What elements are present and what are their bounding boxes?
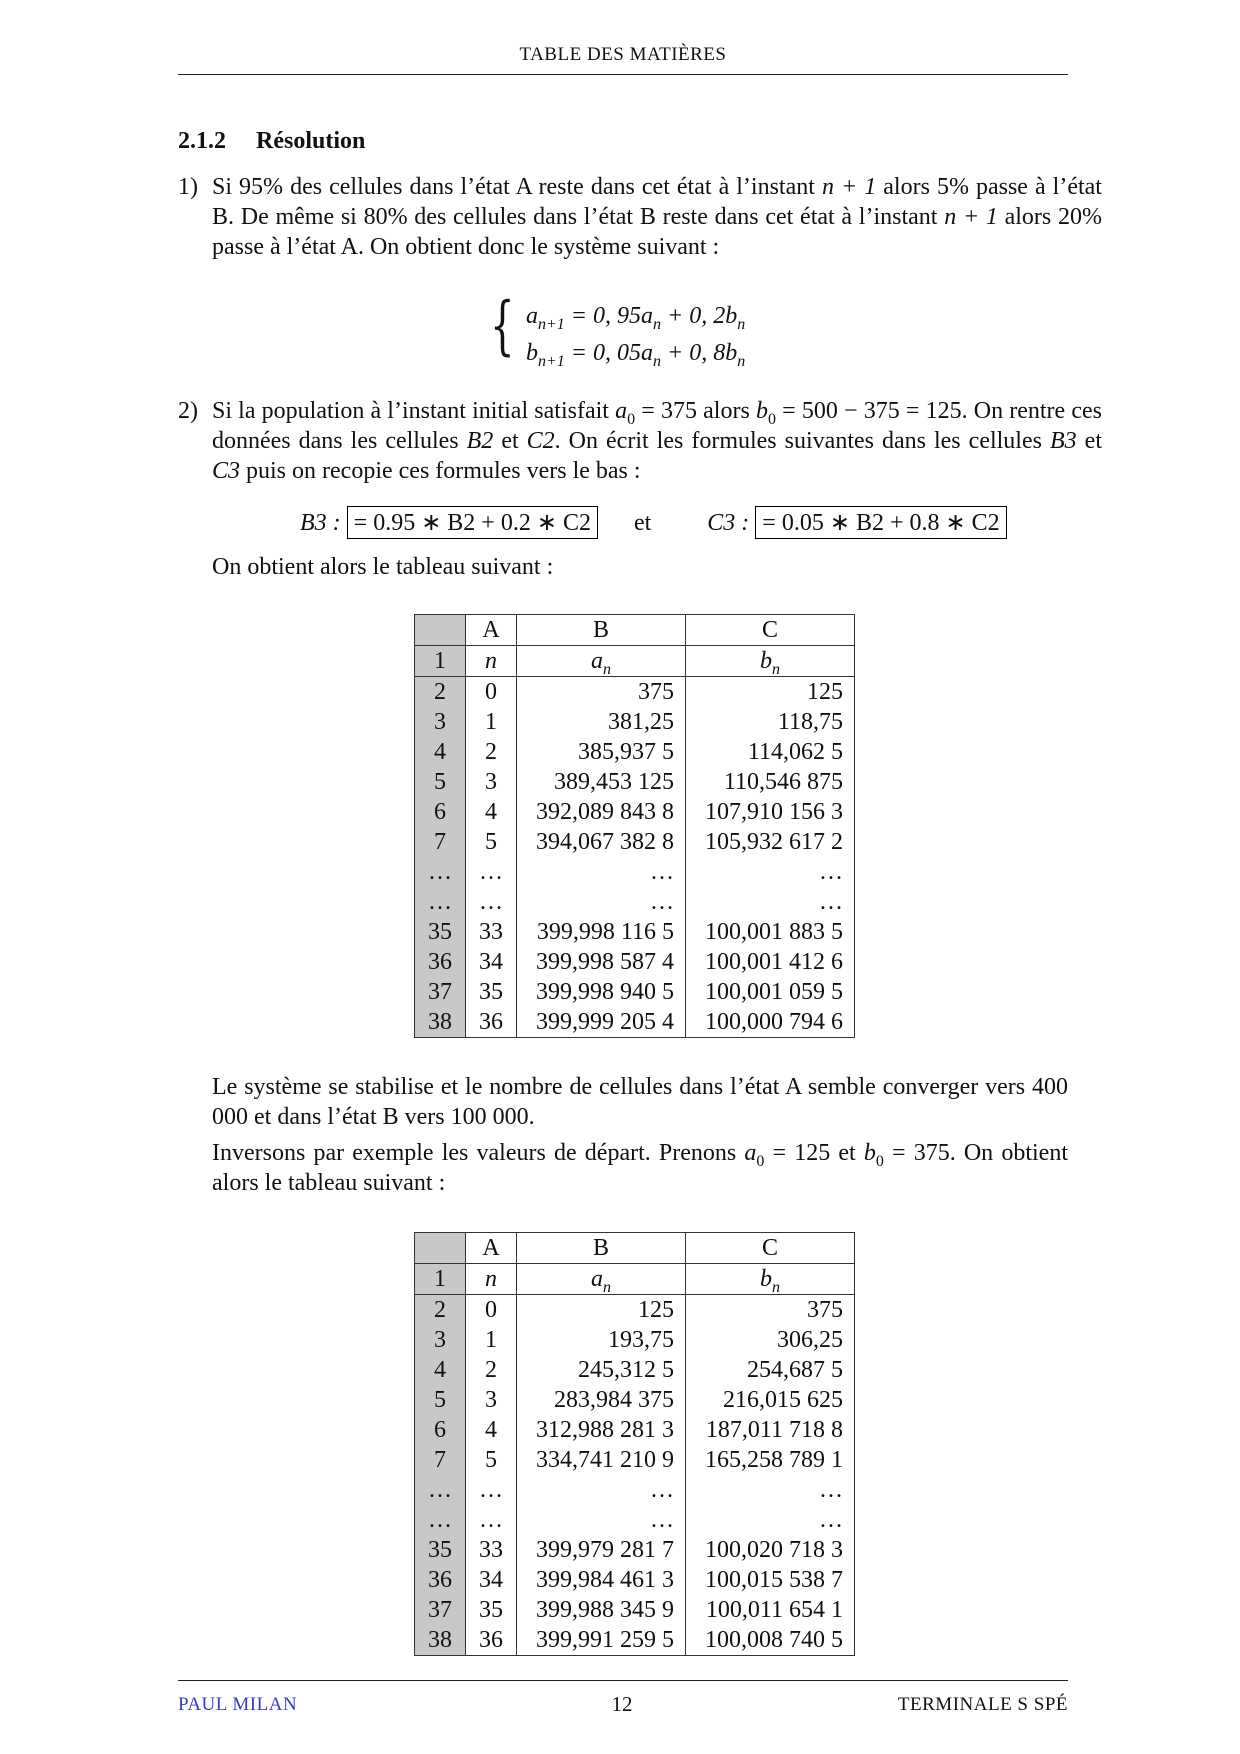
footer-page-number: 12: [611, 1692, 633, 1716]
et-word: et: [633, 510, 652, 536]
cell-c: 254,687 5: [686, 1355, 855, 1385]
cell-a: 34: [466, 947, 517, 977]
item-1-text-c: alors 20% passe à l’état A. On obtient donc le système suivant :: [212, 204, 1102, 260]
cell-a: 1: [466, 707, 517, 737]
cell-rh: 2: [415, 1295, 466, 1326]
cell-a: …: [466, 1505, 517, 1535]
cell-a: 0: [466, 677, 517, 708]
cell-a: 33: [466, 917, 517, 947]
cell-b: 394,067 382 8: [517, 827, 686, 857]
c3-label: C3 :: [707, 510, 750, 536]
cell-a: 36: [466, 1007, 517, 1038]
table-row: [415, 1565, 855, 1595]
cell-c: 216,015 625: [686, 1385, 855, 1415]
cell-b: 245,312 5: [517, 1355, 686, 1385]
table-1-intro: On obtient alors le tableau suivant :: [212, 554, 554, 580]
cell-b: 399,999 205 4: [517, 1007, 686, 1038]
spreadsheet-table-1: [414, 614, 855, 1038]
column-header: B: [517, 615, 686, 646]
cell-a: 2: [466, 737, 517, 767]
cell-b: 399,991 259 5: [517, 1625, 686, 1656]
column-header: C: [686, 1233, 855, 1264]
cell-a: 4: [466, 1415, 517, 1445]
cell-a: 3: [466, 767, 517, 797]
cell-rh: 3: [415, 707, 466, 737]
row-header: 1: [415, 646, 466, 677]
cell-a: 35: [466, 977, 517, 1007]
table-row: [415, 1445, 855, 1475]
cell-a: n: [466, 646, 517, 677]
cell-c: …: [686, 1505, 855, 1535]
table-row: [415, 827, 855, 857]
footer-author: PAUL MILAN: [178, 1694, 298, 1715]
table-row: [415, 917, 855, 947]
cell-rh: 38: [415, 1007, 466, 1038]
cell-c: 100,011 654 1: [686, 1595, 855, 1625]
cell-rh: 5: [415, 767, 466, 797]
cell-c: 165,258 789 1: [686, 1445, 855, 1475]
cell-b: 399,998 116 5: [517, 917, 686, 947]
cell-c: …: [686, 1475, 855, 1505]
stabilise-paragraph: Le système se stabilise et le nombre de cellules dans l’état A semble converger vers 400 000 et dans l’état B vers 100 000.: [212, 1074, 1068, 1130]
cell-c: $b_n$: [686, 1264, 855, 1295]
system-brace: {: [490, 289, 515, 363]
page-header: TABLE DES MATIÈRES: [519, 44, 727, 65]
table-row: [415, 947, 855, 977]
table-row: [415, 707, 855, 737]
table-row: [415, 1385, 855, 1415]
cell-rh: 35: [415, 917, 466, 947]
c3-formula-box: = 0.05 ∗ B2 + 0.8 ∗ C2: [755, 506, 1006, 539]
cell-a: …: [466, 857, 517, 887]
system-line-2: $b_{n+1} = 0$, $05a_n + 0$, $8b_n$: [526, 340, 746, 370]
cell-a: 35: [466, 1595, 517, 1625]
cell-a: 5: [466, 827, 517, 857]
cell-b: 399,984 461 3: [517, 1565, 686, 1595]
table-row: [415, 737, 855, 767]
system-line-1: $a_{n+1} = 0$, $95a_n + 0$, $2b_n$: [526, 303, 746, 333]
cell-b: 399,979 281 7: [517, 1535, 686, 1565]
table-row: [415, 1505, 855, 1535]
table-row: [415, 1007, 855, 1038]
cell-rh: …: [415, 857, 466, 887]
formula-row: [300, 506, 1007, 539]
cell-rh: …: [415, 887, 466, 917]
b3-formula-box: = 0.95 ∗ B2 + 0.2 ∗ C2: [347, 506, 598, 539]
cell-c: 100,020 718 3: [686, 1535, 855, 1565]
cell-rh: …: [415, 1475, 466, 1505]
item-1-text-a: Si 95% des cellules dans l’état A reste dans cet état à l’instant: [212, 174, 822, 200]
table-row: [415, 1415, 855, 1445]
cell-a: 5: [466, 1445, 517, 1475]
table-row: [415, 977, 855, 1007]
cell-a: 3: [466, 1385, 517, 1415]
item-2: 2) Si la population à l’instant initial satisfait $a_0 = 375$ alors $b_0 = 500 - 375 = 125$. On rentre ces données dans les cellules B2 et C2. On écrit les formules suivantes dans les cellules B3 et C3 puis on recopie ces formules vers le bas :: [178, 398, 1102, 484]
cell-b: $a_n$: [517, 646, 686, 677]
cell-b: 399,988 345 9: [517, 1595, 686, 1625]
cell-a: n: [466, 1264, 517, 1295]
item-2-label: 2): [178, 398, 198, 424]
cell-rh: 6: [415, 1415, 466, 1445]
cell-a: 33: [466, 1535, 517, 1565]
corner-cell: [415, 615, 466, 646]
cell-b: 334,741 210 9: [517, 1445, 686, 1475]
cell-rh: 37: [415, 1595, 466, 1625]
cell-c: 114,062 5: [686, 737, 855, 767]
item-1: [178, 172, 1102, 262]
column-header: C: [686, 615, 855, 646]
item-1-math-b: n + 1: [944, 204, 998, 230]
cell-b: 399,998 587 4: [517, 947, 686, 977]
cell-b: 283,984 375: [517, 1385, 686, 1415]
cell-b: 385,937 5: [517, 737, 686, 767]
cell-a: 36: [466, 1625, 517, 1656]
table-row: [415, 677, 855, 708]
table-row: [415, 857, 855, 887]
cell-rh: 7: [415, 827, 466, 857]
cell-c: 107,910 156 3: [686, 797, 855, 827]
cell-a: 4: [466, 797, 517, 827]
cell-c: 100,015 538 7: [686, 1565, 855, 1595]
cell-b: …: [517, 887, 686, 917]
cell-b: 125: [517, 1295, 686, 1326]
cell-b: …: [517, 857, 686, 887]
cell-b: 399,998 940 5: [517, 977, 686, 1007]
item-1-text-b: alors 5% passe à l’état B. De même si 80% des cellules dans l’état B reste dans cet état à l’instant: [212, 174, 1102, 230]
header-rule: [178, 74, 1068, 75]
cell-rh: 35: [415, 1535, 466, 1565]
table-row: [415, 797, 855, 827]
cell-rh: 4: [415, 1355, 466, 1385]
cell-c: 125: [686, 677, 855, 708]
table-row: [415, 1625, 855, 1656]
cell-b: 389,453 125: [517, 767, 686, 797]
footer-rule: [178, 1680, 1068, 1681]
cell-rh: 5: [415, 1385, 466, 1415]
row-header: 1: [415, 1264, 466, 1295]
b3-label: B3 :: [300, 510, 341, 536]
section-name: Résolution: [256, 128, 366, 154]
cell-b: 193,75: [517, 1325, 686, 1355]
cell-c: 306,25: [686, 1325, 855, 1355]
cell-rh: 4: [415, 737, 466, 767]
cell-rh: 38: [415, 1625, 466, 1656]
table-row: [415, 1475, 855, 1505]
cell-c: 118,75: [686, 707, 855, 737]
cell-a: 0: [466, 1295, 517, 1326]
cell-b: 312,988 281 3: [517, 1415, 686, 1445]
cell-rh: 37: [415, 977, 466, 1007]
cell-a: 34: [466, 1565, 517, 1595]
column-header: A: [466, 615, 517, 646]
item-1-math-a: n + 1: [821, 174, 877, 200]
table-row: [415, 1325, 855, 1355]
section-title: [178, 128, 365, 155]
column-header: A: [466, 1233, 517, 1264]
cell-rh: …: [415, 1505, 466, 1535]
table-row: [415, 1295, 855, 1326]
section-number: 2.1.2: [178, 128, 226, 154]
cell-b: $a_n$: [517, 1264, 686, 1295]
cell-rh: 36: [415, 947, 466, 977]
cell-rh: 3: [415, 1325, 466, 1355]
column-header: B: [517, 1233, 686, 1264]
cell-c: 375: [686, 1295, 855, 1326]
cell-rh: 36: [415, 1565, 466, 1595]
item-1-label: 1): [178, 174, 198, 200]
cell-c: …: [686, 857, 855, 887]
table-row: [415, 1355, 855, 1385]
cell-rh: 2: [415, 677, 466, 708]
cell-b: 375: [517, 677, 686, 708]
cell-a: 2: [466, 1355, 517, 1385]
cell-b: 392,089 843 8: [517, 797, 686, 827]
inverse-paragraph: Inversons par exemple les valeurs de départ. Prenons $a_0 = 125$ et $b_0 = 375$. On obtient alors le tableau suivant :: [212, 1140, 1068, 1196]
table-row: [415, 767, 855, 797]
footer-course: TERMINALE S SPÉ: [897, 1694, 1068, 1715]
table-row: [415, 1535, 855, 1565]
cell-c: 187,011 718 8: [686, 1415, 855, 1445]
cell-a: …: [466, 887, 517, 917]
cell-c: 100,008 740 5: [686, 1625, 855, 1656]
table-row: [415, 887, 855, 917]
cell-c: 100,001 059 5: [686, 977, 855, 1007]
cell-b: …: [517, 1475, 686, 1505]
cell-c: 100,000 794 6: [686, 1007, 855, 1038]
table-row: [415, 1595, 855, 1625]
cell-rh: 6: [415, 797, 466, 827]
cell-b: 381,25: [517, 707, 686, 737]
recurrence-system: [490, 289, 746, 372]
cell-c: $b_n$: [686, 646, 855, 677]
cell-c: …: [686, 887, 855, 917]
cell-c: 100,001 883 5: [686, 917, 855, 947]
cell-c: 110,546 875: [686, 767, 855, 797]
cell-b: …: [517, 1505, 686, 1535]
cell-c: 100,001 412 6: [686, 947, 855, 977]
corner-cell: [415, 1233, 466, 1264]
cell-c: 105,932 617 2: [686, 827, 855, 857]
spreadsheet-table-2: [414, 1232, 855, 1656]
cell-a: 1: [466, 1325, 517, 1355]
cell-rh: 7: [415, 1445, 466, 1475]
cell-a: …: [466, 1475, 517, 1505]
